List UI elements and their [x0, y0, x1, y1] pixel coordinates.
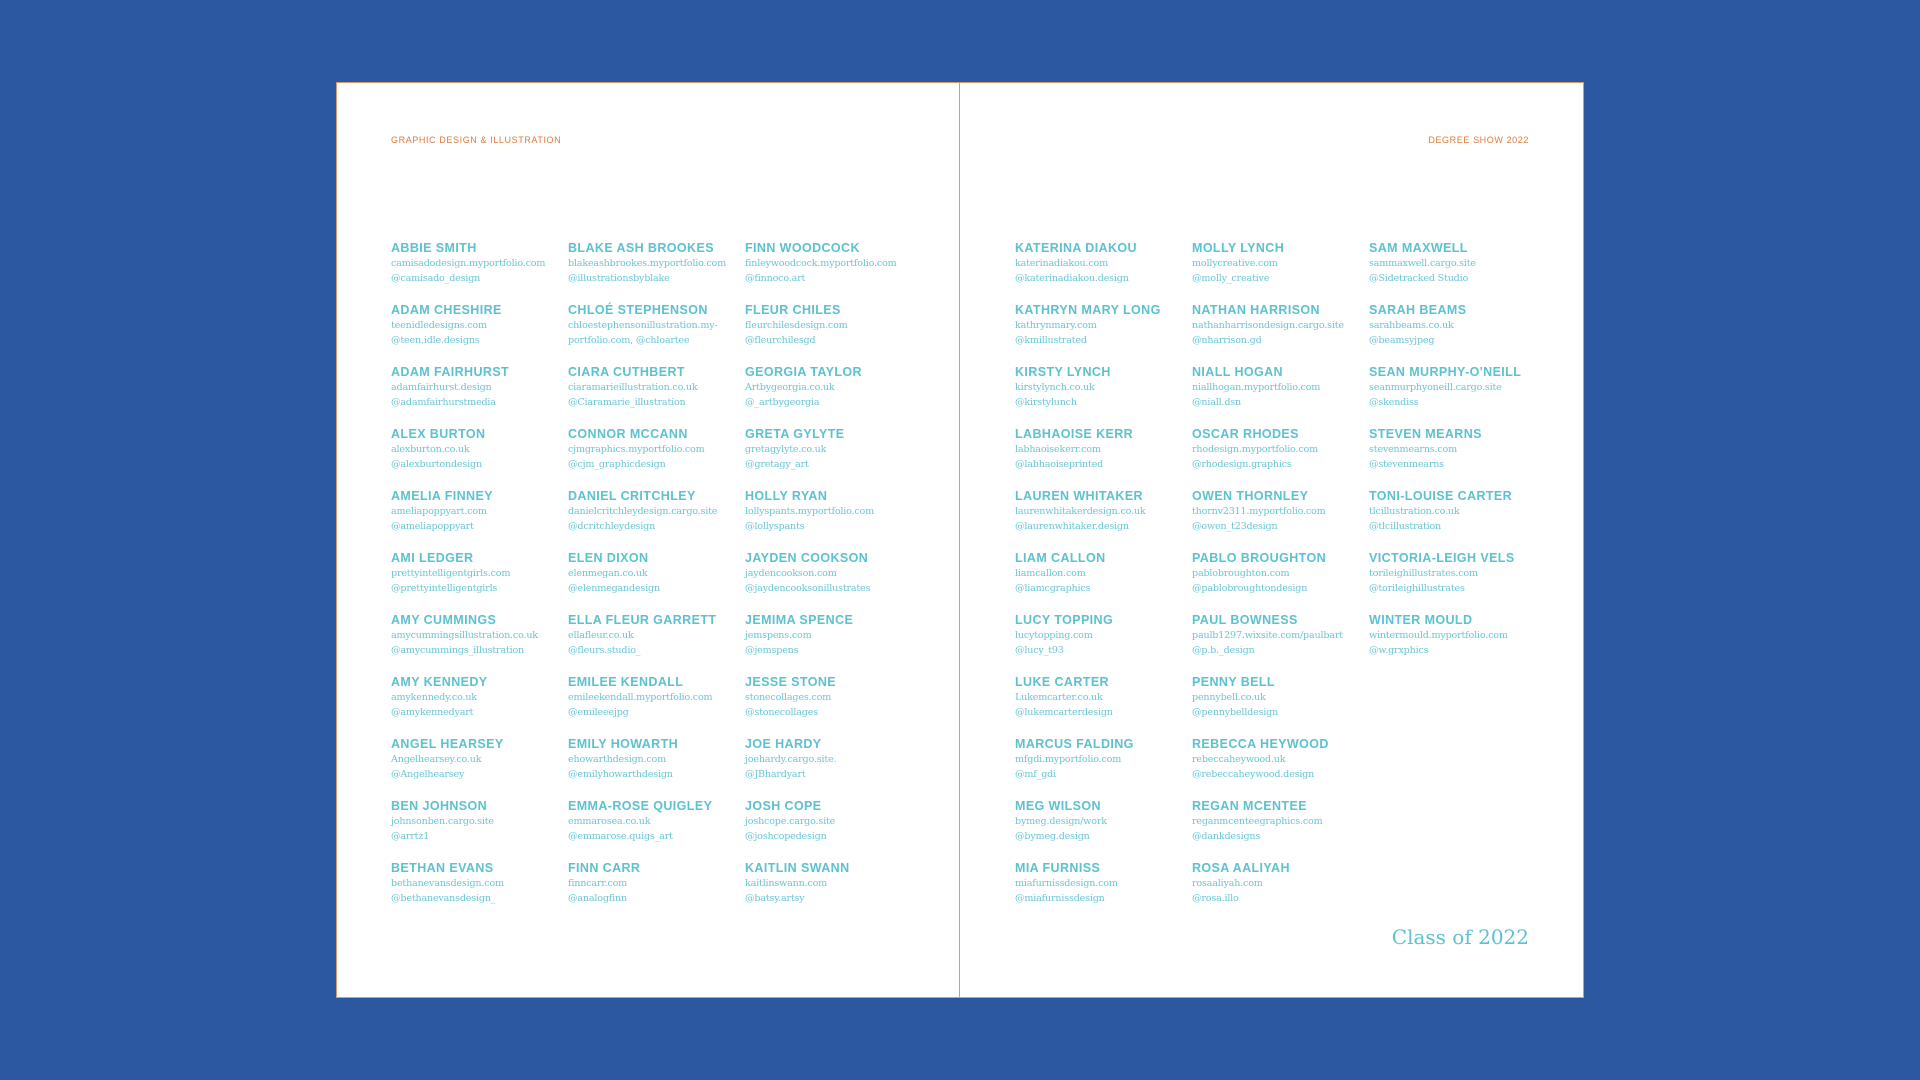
student-name: ABBIE SMITH [391, 241, 477, 255]
student-handle[interactable]: @bethanevansdesign_ [391, 893, 496, 904]
student-entry [568, 860, 745, 922]
left-page [337, 83, 960, 997]
student-name: OSCAR RHODES [1192, 427, 1299, 441]
right-page [960, 83, 1583, 997]
student-handle[interactable]: @laurenwhitaker.design [1015, 521, 1129, 532]
student-website[interactable]: sammaxwell.cargo.site [1369, 258, 1476, 269]
student-handle[interactable]: @jaydencooksonillustrates [745, 583, 871, 594]
student-handle[interactable]: @analogfinn [568, 893, 627, 904]
student-entry [1192, 364, 1369, 426]
student-name: WINTER MOULD [1369, 613, 1473, 627]
student-name: LUKE CARTER [1015, 675, 1109, 689]
student-entry [745, 736, 922, 798]
student-entry [1015, 364, 1192, 426]
student-handle[interactable]: @dankdesigns [1192, 831, 1261, 842]
student-entry [391, 240, 568, 302]
student-name: GRETA GYLYTE [745, 427, 845, 441]
student-website[interactable]: kirstylynch.co.uk [1015, 382, 1095, 393]
student-website[interactable]: Artbygeorgia.co.uk [745, 382, 835, 393]
student-handle[interactable]: @nharrison.gd [1192, 335, 1262, 346]
student-name: EMILEE KENDALL [568, 675, 684, 689]
student-name: AMI LEDGER [391, 551, 474, 565]
student-name: ROSA AALIYAH [1192, 861, 1290, 875]
student-entry [391, 426, 568, 488]
student-entry [568, 426, 745, 488]
student-handle[interactable]: @batsy.artsy [745, 893, 805, 904]
student-entry [568, 302, 745, 364]
student-name: CONNOR MCCANN [568, 427, 688, 441]
student-website[interactable]: johnsonben.cargo.site [391, 816, 494, 827]
student-name: ADAM FAIRHURST [391, 365, 510, 379]
student-website[interactable]: miafurnissdesign.com [1015, 878, 1118, 889]
student-handle[interactable]: @kmillustrated [1015, 335, 1087, 346]
student-website[interactable]: cjmgraphics.myportfolio.com [568, 444, 705, 455]
student-handle[interactable]: @pennybelldesign [1192, 707, 1279, 718]
student-directory-left [391, 240, 922, 922]
student-entry [1015, 550, 1192, 612]
student-name: VICTORIA-LEIGH VELS [1369, 551, 1515, 565]
student-entry [1015, 736, 1192, 798]
student-handle[interactable]: @lollyspants [745, 521, 805, 532]
student-handle[interactable]: @prettyintelligentgirls [391, 583, 498, 594]
student-entry [568, 674, 745, 736]
student-name: NATHAN HARRISON [1192, 303, 1320, 317]
student-website[interactable]: ellafleur.co.uk [568, 630, 634, 641]
student-handle[interactable]: @camisado_design [391, 273, 481, 284]
student-entry [1369, 364, 1546, 426]
student-entry [391, 798, 568, 860]
student-handle[interactable]: @jemspens [745, 645, 799, 656]
student-website[interactable]: finleywoodcock.myportfolio.com [745, 258, 897, 269]
student-name: TONI-LOUISE CARTER [1369, 489, 1513, 503]
student-website[interactable]: joehardy.cargo.site. [745, 754, 837, 765]
student-name: KIRSTY LYNCH [1015, 365, 1111, 379]
student-handle[interactable]: @teen.idle.designs [391, 335, 480, 346]
student-handle[interactable]: @gretagy_art [745, 459, 809, 470]
student-handle[interactable]: @arrtz1 [391, 831, 430, 842]
student-entry [1192, 550, 1369, 612]
student-entry [1015, 240, 1192, 302]
student-name: EMILY HOWARTH [568, 737, 679, 751]
student-name: ELEN DIXON [568, 551, 649, 565]
student-website[interactable]: blakeashbrookes.myportfolio.com [568, 258, 727, 269]
student-directory-right [1015, 240, 1546, 922]
student-entry [1192, 240, 1369, 302]
student-handle[interactable]: @adamfairhurstmedia [391, 397, 496, 408]
student-name: SARAH BEAMS [1369, 303, 1467, 317]
student-website[interactable]: labhaoisekerr.com [1015, 444, 1101, 455]
student-handle[interactable]: @rhodesign.graphics [1192, 459, 1292, 470]
student-name: JESSE STONE [745, 675, 837, 689]
student-website[interactable]: amykennedy.co.uk [391, 692, 477, 703]
student-entry [1192, 736, 1369, 798]
student-website[interactable]: thornv2311.myportfolio.com [1192, 506, 1326, 517]
student-entry [745, 302, 922, 364]
student-website[interactable]: liamcallon.com [1015, 568, 1086, 579]
student-handle[interactable]: @alexburtondesign [391, 459, 482, 470]
student-handle[interactable]: @kirstylunch [1015, 397, 1077, 408]
student-entry [391, 488, 568, 550]
student-website[interactable]: seanmurphyoneill.cargo.site [1369, 382, 1502, 393]
student-website[interactable]: amycummingsillustration.co.uk [391, 630, 538, 641]
student-name: LIAM CALLON [1015, 551, 1106, 565]
student-entry [745, 674, 922, 736]
student-entry [1369, 240, 1546, 302]
student-website[interactable]: reganmcenteegraphics.com [1192, 816, 1323, 827]
student-entry [391, 736, 568, 798]
student-handle[interactable]: @Angelhearsey [391, 769, 465, 780]
student-name: BEN JOHNSON [391, 799, 488, 813]
student-entry [1015, 426, 1192, 488]
student-website[interactable]: Lukemcarter.co.uk [1015, 692, 1103, 703]
student-name: HOLLY RYAN [745, 489, 828, 503]
student-name: LUCY TOPPING [1015, 613, 1114, 627]
student-name: SEAN MURPHY-O'NEILL [1369, 365, 1522, 379]
student-name: SAM MAXWELL [1369, 241, 1468, 255]
student-website[interactable]: niallhogan.myportfolio.com [1192, 382, 1321, 393]
student-website[interactable]: teenidledesigns.com [391, 320, 487, 331]
student-entry [568, 240, 745, 302]
student-entry [1369, 426, 1546, 488]
student-website[interactable]: camisadodesign.myportfolio.com [391, 258, 546, 269]
student-website[interactable]: bymeg.design/work [1015, 816, 1107, 827]
student-entry [1192, 488, 1369, 550]
student-name: ALEX BURTON [391, 427, 486, 441]
student-entry [1192, 612, 1369, 674]
student-entry [1192, 302, 1369, 364]
student-entry [391, 674, 568, 736]
student-handle[interactable]: @amykennedyart [391, 707, 474, 718]
student-handle[interactable]: @owen_t23design [1192, 521, 1278, 532]
student-entry [745, 364, 922, 426]
student-entry [1015, 798, 1192, 860]
student-name: FINN CARR [568, 861, 641, 875]
student-entry [568, 488, 745, 550]
student-website[interactable]: lollyspants.myportfolio.com [745, 506, 875, 517]
class-of-label: Class of 2022 [1391, 925, 1529, 949]
student-entry [568, 798, 745, 860]
student-handle[interactable]: @beamsyjpeg [1369, 335, 1435, 346]
student-handle[interactable]: @niall.dsn [1192, 397, 1241, 408]
student-entry [745, 860, 922, 922]
student-handle[interactable]: @katerinadiakou.design [1015, 273, 1129, 284]
student-entry [1015, 302, 1192, 364]
student-handle[interactable]: @dcritchleydesign [568, 521, 656, 532]
student-entry [1015, 674, 1192, 736]
student-website[interactable]: stevenmearns.com [1369, 444, 1458, 455]
student-handle[interactable]: @illustrationsbyblake [568, 273, 670, 284]
running-head-right: DEGREE SHOW 2022 [1428, 135, 1529, 145]
student-name: AMY KENNEDY [391, 675, 488, 689]
student-name: CHLOÉ STEPHENSON [568, 303, 708, 317]
student-website[interactable]: lucytopping.com [1015, 630, 1093, 641]
student-entry [568, 364, 745, 426]
student-handle[interactable]: @finnoco.art [745, 273, 806, 284]
student-website[interactable]: pennybell.co.uk [1192, 692, 1266, 703]
student-handle[interactable]: @lukemcarterdesign [1015, 707, 1113, 718]
student-handle[interactable]: @fleurs.studio_ [568, 645, 641, 656]
student-website[interactable]: mfgdi.myportfolio.com [1015, 754, 1122, 765]
student-website[interactable]: pablobroughton.com [1192, 568, 1290, 579]
student-handle[interactable]: @labhaoiseprinted [1015, 459, 1104, 470]
student-handle[interactable]: @joshcopedesign [745, 831, 827, 842]
student-name: CIARA CUTHBERT [568, 365, 685, 379]
student-entry [1369, 488, 1546, 550]
student-entry [391, 860, 568, 922]
student-name: ADAM CHESHIRE [391, 303, 502, 317]
student-entry [745, 426, 922, 488]
student-handle[interactable]: @molly_creative [1192, 273, 1270, 284]
student-website[interactable]: bethanevansdesign.com [391, 878, 504, 889]
student-handle[interactable]: @_artbygeorgia [745, 397, 820, 408]
student-name: FLEUR CHILES [745, 303, 841, 317]
book-spread [336, 82, 1584, 998]
student-name: JAYDEN COOKSON [745, 551, 869, 565]
student-entry [391, 550, 568, 612]
student-entry [1369, 550, 1546, 612]
student-entry [391, 364, 568, 426]
student-name: MEG WILSON [1015, 799, 1101, 813]
student-handle[interactable]: portfolio.com, @chloartee [568, 335, 690, 346]
student-website[interactable]: elenmegan.co.uk [568, 568, 648, 579]
student-name: KATHRYN MARY LONG [1015, 303, 1161, 317]
student-entry [745, 488, 922, 550]
student-name: STEVEN MEARNS [1369, 427, 1482, 441]
student-handle[interactable]: @emmarose.quigs_art [568, 831, 673, 842]
student-website[interactable]: stonecollages.com [745, 692, 832, 703]
student-website[interactable]: rebeccaheywood.uk [1192, 754, 1286, 765]
student-entry [745, 240, 922, 302]
student-website[interactable]: joshcope.cargo.site [745, 816, 836, 827]
student-website[interactable]: prettyintelligentgirls.com [391, 568, 511, 579]
student-entry [1015, 860, 1192, 922]
student-name: PAUL BOWNESS [1192, 613, 1298, 627]
student-name: AMELIA FINNEY [391, 489, 493, 503]
student-website[interactable]: tlcillustration.co.uk [1369, 506, 1460, 517]
student-name: JOE HARDY [745, 737, 822, 751]
student-website[interactable]: wintermould.myportfolio.com [1369, 630, 1508, 641]
student-website[interactable]: sarahbeams.co.uk [1369, 320, 1454, 331]
student-entry [1369, 302, 1546, 364]
student-entry [1192, 426, 1369, 488]
student-handle[interactable]: @p.b._design [1192, 645, 1255, 656]
student-name: MARCUS FALDING [1015, 737, 1134, 751]
student-handle[interactable]: @miafurnissdesign [1015, 893, 1105, 904]
student-entry [1015, 488, 1192, 550]
student-website[interactable]: mollycreative.com [1192, 258, 1278, 269]
student-handle[interactable]: @pablobroughtondesign [1192, 583, 1308, 594]
student-website[interactable]: nathanharrisondesign.cargo.site [1192, 320, 1344, 331]
student-website[interactable]: torileighillustrates.com [1369, 568, 1478, 579]
student-handle[interactable]: @stonecollages [745, 707, 818, 718]
student-entry [568, 612, 745, 674]
student-website[interactable]: adamfairhurst.design [391, 382, 492, 393]
student-website[interactable]: emileekendall.myportfolio.com [568, 692, 713, 703]
student-name: JOSH COPE [745, 799, 822, 813]
student-website[interactable]: kaitlinswann.com [745, 878, 828, 889]
student-handle[interactable]: @JBhardyart [745, 769, 806, 780]
student-name: LAUREN WHITAKER [1015, 489, 1143, 503]
student-name: LABHAOISE KERR [1015, 427, 1134, 441]
student-name: OWEN THORNLEY [1192, 489, 1309, 503]
student-entry [1192, 860, 1369, 922]
student-website[interactable]: laurenwhitakerdesign.co.uk [1015, 506, 1146, 517]
student-website[interactable]: ehowarthdesign.com [568, 754, 667, 765]
student-handle[interactable]: @emilyhowarthdesign [568, 769, 673, 780]
student-website[interactable]: danielcritchleydesign.cargo.site [568, 506, 718, 517]
student-entry [1015, 612, 1192, 674]
running-head-left: GRAPHIC DESIGN & ILLUSTRATION [391, 135, 562, 145]
student-handle[interactable]: @cjm_graphicdesign [568, 459, 666, 470]
student-handle[interactable]: @tlcillustration [1369, 521, 1442, 532]
student-name: KATERINA DIAKOU [1015, 241, 1137, 255]
student-name: NIALL HOGAN [1192, 365, 1283, 379]
student-entry [568, 550, 745, 612]
student-website[interactable]: Angelhearsey.co.uk [391, 754, 482, 765]
student-name: REBECCA HEYWOOD [1192, 737, 1329, 751]
student-handle[interactable]: @Ciaramarie_illustration [568, 397, 686, 408]
student-entry [1192, 798, 1369, 860]
student-handle[interactable]: @stevenmearns [1369, 459, 1444, 470]
student-name: REGAN MCENTEE [1192, 799, 1307, 813]
student-handle[interactable]: @elenmegandesign [568, 583, 660, 594]
student-entry [745, 550, 922, 612]
student-website[interactable]: paulb1297.wixsite.com/paulbart [1192, 630, 1343, 641]
student-name: PENNY BELL [1192, 675, 1275, 689]
student-entry [1192, 674, 1369, 736]
student-name: AMY CUMMINGS [391, 613, 497, 627]
student-handle[interactable]: @amycummings_illustration [391, 645, 525, 656]
student-name: GEORGIA TAYLOR [745, 365, 862, 379]
student-entry [391, 302, 568, 364]
student-handle[interactable]: @fleurchilesgd [745, 335, 816, 346]
student-website[interactable]: ameliapoppyart.com [391, 506, 487, 517]
student-handle[interactable]: @ameliapoppyart [391, 521, 474, 532]
student-name: MOLLY LYNCH [1192, 241, 1285, 255]
student-website[interactable]: chloestephensonillustration.my- [568, 320, 718, 331]
student-handle[interactable]: @liamcgraphics [1015, 583, 1091, 594]
student-name: BETHAN EVANS [391, 861, 494, 875]
student-website[interactable]: kathrynmary.com [1015, 320, 1097, 331]
student-website[interactable]: rhodesign.myportfolio.com [1192, 444, 1318, 455]
student-handle[interactable]: @rosa.illo [1192, 893, 1239, 904]
student-name: EMMA-ROSE QUIGLEY [568, 799, 713, 813]
student-name: FINN WOODCOCK [745, 241, 860, 255]
student-name: MIA FURNISS [1015, 861, 1101, 875]
student-name: DANIEL CRITCHLEY [568, 489, 696, 503]
student-website[interactable]: alexburton.co.uk [391, 444, 470, 455]
student-handle[interactable]: @skendiss [1369, 397, 1419, 408]
student-website[interactable]: ciaramarieillustration.co.uk [568, 382, 698, 393]
student-website[interactable]: jemspens.com [745, 630, 812, 641]
student-website[interactable]: jaydencookson.com [745, 568, 837, 579]
student-name: ANGEL HEARSEY [391, 737, 504, 751]
student-entry [1369, 612, 1546, 674]
student-website[interactable]: gretagylyte.co.uk [745, 444, 827, 455]
student-name: ELLA FLEUR GARRETT [568, 613, 717, 627]
student-name: KAITLIN SWANN [745, 861, 850, 875]
student-handle[interactable]: @w.grxphics [1369, 645, 1429, 656]
student-name: BLAKE ASH BROOKES [568, 241, 714, 255]
student-entry [568, 736, 745, 798]
student-entry [745, 612, 922, 674]
student-entry [391, 612, 568, 674]
student-handle[interactable]: @mf_gdi [1015, 769, 1056, 780]
student-website[interactable]: finncarr.com [568, 878, 628, 889]
student-name: JEMIMA SPENCE [745, 613, 854, 627]
student-website[interactable]: emmarosea.co.uk [568, 816, 651, 827]
student-handle[interactable]: @torileighillustrates [1369, 583, 1465, 594]
student-entry [745, 798, 922, 860]
student-handle[interactable]: @bymeg.design [1015, 831, 1090, 842]
student-handle[interactable]: @lucy_t93 [1015, 645, 1064, 656]
student-website[interactable]: fleurchilesdesign.com [745, 320, 848, 331]
student-handle[interactable]: @emileeejpg [568, 707, 629, 718]
student-website[interactable]: katerinadiakou.com [1015, 258, 1109, 269]
student-name: PABLO BROUGHTON [1192, 551, 1327, 565]
student-handle[interactable]: @Sidetracked Studio [1369, 273, 1469, 284]
student-website[interactable]: rosaaliyah.com [1192, 878, 1263, 889]
student-handle[interactable]: @rebeccaheywood.design [1192, 769, 1315, 780]
